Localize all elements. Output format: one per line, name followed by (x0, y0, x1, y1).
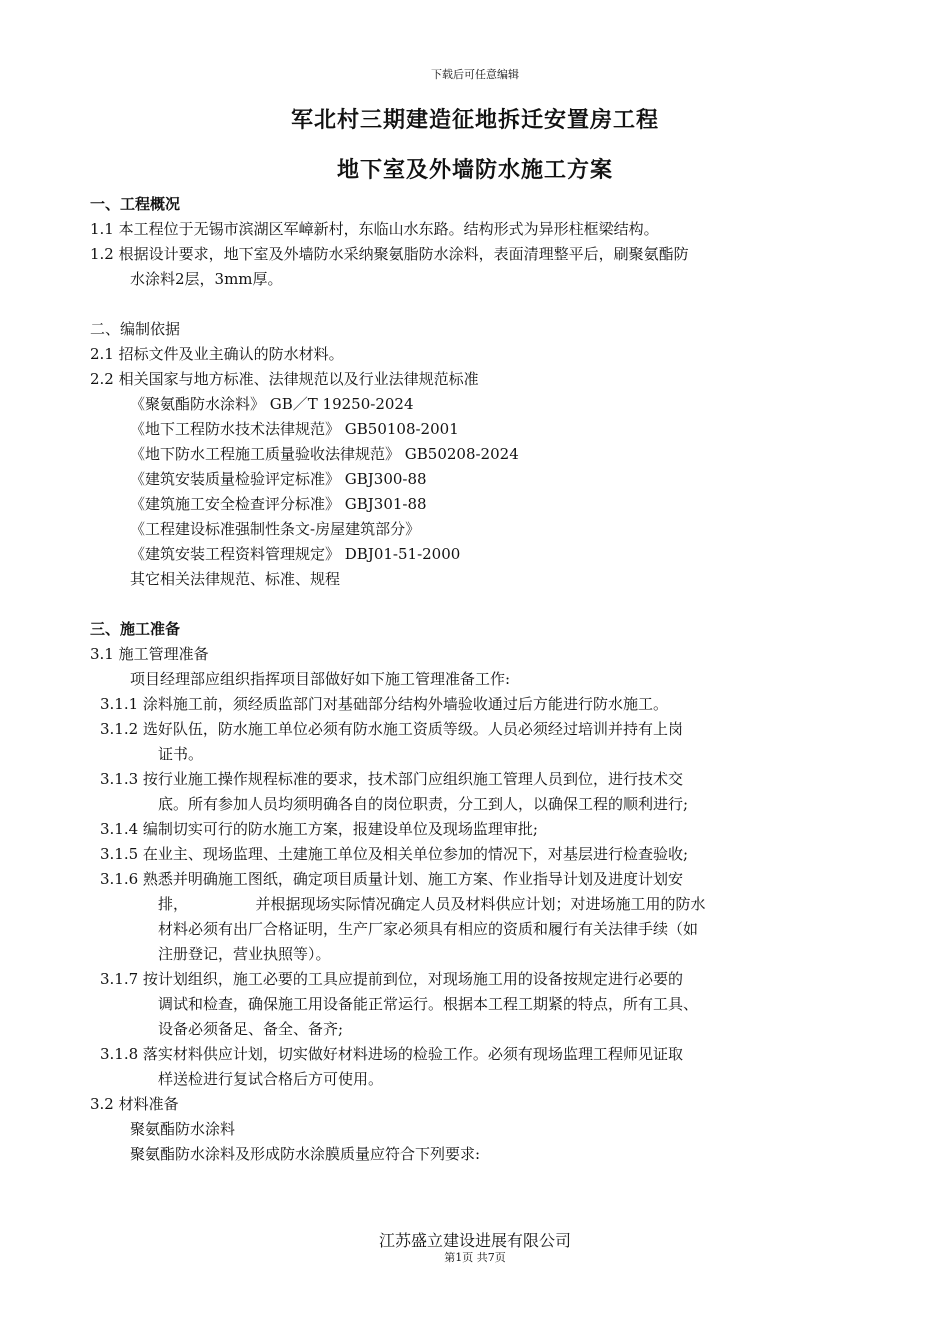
footer-company: 江苏盛立建设进展有限公司 (378, 1231, 571, 1250)
section-heading-1: 一、工程概况 (90, 195, 181, 213)
standard-item: 其它相关法律规范、标准、规程 (130, 570, 341, 588)
standard-item: 《地下工程防水技术法律规范》 GB50108-2001 (130, 420, 459, 438)
item-3-1-6-cont: 排， 并根据现场实际情况确定人员及材料供应计划；对进场施工用的防水 (158, 895, 706, 913)
item-3-1-8: 3.1.8 落实材料供应计划，切实做好材料进场的检验工作。必须有现场监理工程师见证取 (100, 1045, 683, 1063)
item-3-1-6-cont: 注册登记，营业执照等）。 (158, 945, 331, 963)
item-3-1-6-cont: 材料必须有出厂合格证明，生产厂家必须具有相应的资质和履行有关法律手续（如 (158, 920, 699, 938)
title-line-2: 地下室及外墙防水施工方案 (336, 158, 613, 183)
title-line-1: 军北村三期建造征地拆迁安置房工程 (290, 108, 659, 133)
paragraph-1-2: 1.2 根据设计要求，地下室及外墙防水采纳聚氨脂防水涂料，表面清理整平后，刷聚氨酯防 (90, 245, 689, 263)
standard-item: 《建筑施工安全检查评分标准》 GBJ301-88 (130, 495, 427, 513)
paragraph-1-1: 1.1 本工程位于无锡市滨湖区军嶂新村，东临山水东路。结构形式为异形柱框梁结构。 (90, 220, 659, 238)
download-note: 下载后可任意编辑 (431, 68, 519, 81)
item-3-1-6: 3.1.6 熟悉并明确施工图纸，确定项目质量计划、施工方案、作业指导计划及进度计划安 (100, 870, 683, 888)
item-3-1-4: 3.1.4 编制切实可行的防水施工方案，报建设单位及现场监理审批; (100, 820, 538, 838)
item-3-1-2-cont: 证书。 (158, 745, 204, 763)
section-heading-2: 二、编制依据 (90, 320, 181, 338)
section-heading-3: 三、施工准备 (90, 620, 181, 638)
item-3-1-1: 3.1.1 涂料施工前，须经质监部门对基础部分结构外墙验收通过后方能进行防水施工。 (100, 695, 668, 713)
standard-item: 《工程建设标准强制性条文-房屋建筑部分》 (130, 520, 421, 538)
item-3-1-7: 3.1.7 按计划组织，施工必要的工具应提前到位，对现场施工用的设备按规定进行必要的 (100, 970, 683, 988)
paragraph-3-2: 3.2 材料准备 (90, 1095, 179, 1113)
standard-item: 《聚氨酯防水涂料》 GB／T 19250-2024 (130, 395, 414, 413)
paragraph-3-1: 3.1 施工管理准备 (90, 645, 209, 663)
item-3-1-3-cont: 底。所有参加人员均须明确各自的岗位职责，分工到人，以确保工程的顺利进行; (158, 795, 689, 813)
paragraph-3-2-requirement: 聚氨酯防水涂料及形成防水涂膜质量应符合下列要求: (130, 1145, 481, 1163)
item-3-1-3: 3.1.3 按行业施工操作规程标准的要求，技术部门应组织施工管理人员到位，进行技术交 (100, 770, 683, 788)
paragraph-2-2: 2.2 相关国家与地方标准、法律规范以及行业法律规范标准 (90, 370, 479, 388)
item-3-1-7-cont: 调试和检查，确保施工用设备能正常运行。根据本工程工期紧的特点，所有工具、 (158, 995, 699, 1013)
footer-page-number: 第1页 共7页 (444, 1251, 506, 1264)
item-3-1-2: 3.1.2 选好队伍，防水施工单位必须有防水施工资质等级。人员必须经过培训并持有上岗 (100, 720, 683, 738)
item-3-1-7-cont: 设备必须备足、备全、备齐; (158, 1020, 344, 1038)
standard-item: 《建筑安装质量检验评定标准》 GBJ300-88 (130, 470, 427, 488)
paragraph-2-1: 2.1 招标文件及业主确认的防水材料。 (90, 345, 344, 363)
standard-item: 《建筑安装工程资料管理规定》 DBJ01-51-2000 (130, 545, 461, 563)
item-3-1-8-cont: 样送检进行复试合格后方可使用。 (158, 1070, 384, 1088)
item-3-1-5: 3.1.5 在业主、现场监理、土建施工单位及相关单位参加的情况下，对基层进行检查验收; (100, 845, 688, 863)
paragraph-3-1-intro: 项目经理部应组织指挥项目部做好如下施工管理准备工作: (130, 670, 511, 688)
standard-item: 《地下防水工程施工质量验收法律规范》 GB50208-2024 (130, 445, 519, 463)
paragraph-3-2-material: 聚氨酯防水涂料 (130, 1120, 236, 1138)
paragraph-1-2-cont: 水涂料2层，3mm厚。 (130, 270, 283, 288)
